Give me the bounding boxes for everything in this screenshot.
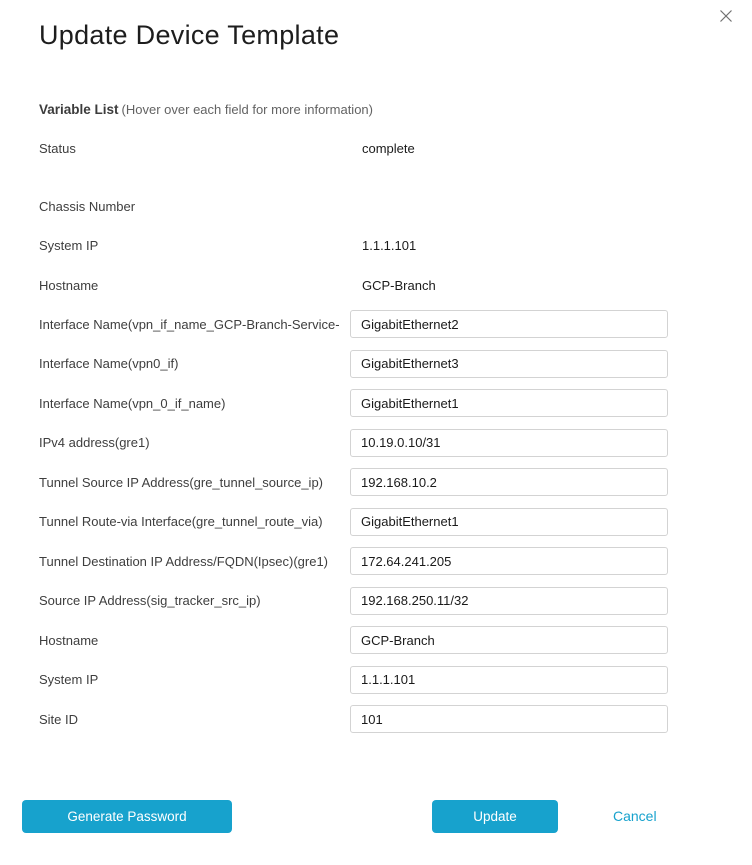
hostname-input[interactable] — [350, 626, 668, 654]
field-label: Source IP Address(sig_tracker_src_ip) — [39, 593, 261, 608]
tunnel-source-ip-input[interactable] — [350, 468, 668, 496]
field-label: Hostname — [39, 277, 99, 293]
field-row-chassis-number — [39, 198, 668, 214]
field-row-system-ip — [39, 237, 668, 253]
system-ip-input[interactable] — [350, 666, 668, 694]
field-label: System IP — [39, 672, 99, 687]
source-ip-address-input[interactable] — [350, 587, 668, 615]
variable-list-form — [39, 102, 668, 745]
field-label: Tunnel Source IP Address(gre_tunnel_source_ip) — [39, 474, 324, 490]
field-row-interface-name-vpn0-if — [39, 350, 668, 378]
variable-list-heading-note: (Hover over each field for more information) — [121, 102, 373, 117]
field-row-interface-name-service-vpn — [39, 310, 668, 338]
field-row-status — [39, 140, 668, 156]
update-button[interactable]: Update — [432, 800, 558, 833]
generate-password-button[interactable]: Generate Password — [22, 800, 232, 833]
field-row-source-ip-address — [39, 587, 668, 615]
tunnel-destination-ip-input[interactable] — [350, 547, 668, 575]
field-row-site-id — [39, 705, 668, 733]
field-row-tunnel-source-ip — [39, 468, 668, 496]
field-label: IPv4 address(gre1) — [39, 435, 150, 450]
field-label: Status — [39, 140, 76, 156]
interface-name-vpn-0-if-name-input[interactable] — [350, 389, 668, 417]
variable-list-heading — [39, 102, 668, 118]
field-label: Interface Name(vpn_0_if_name) — [39, 395, 226, 411]
field-row-hostname-input — [39, 626, 668, 654]
field-label: Interface Name(vpn0_if) — [39, 356, 179, 371]
site-id-input[interactable] — [350, 705, 668, 733]
close-button[interactable] — [714, 4, 738, 28]
interface-name-vpn0-if-input[interactable] — [350, 350, 668, 378]
interface-name-service-vpn-input[interactable] — [350, 310, 668, 338]
close-icon — [719, 9, 733, 23]
field-label: Hostname — [39, 632, 99, 648]
dialog-title: Update Device Template — [39, 20, 340, 50]
ipv4-address-gre1-input[interactable] — [350, 429, 668, 457]
system-ip-value: 1.1.1.101 — [362, 237, 417, 253]
status-value: complete — [362, 140, 415, 156]
tunnel-route-via-interface-input[interactable] — [350, 508, 668, 536]
field-label: System IP — [39, 237, 99, 253]
hostname-value: GCP-Branch — [362, 277, 436, 293]
field-label: Tunnel Route-via Interface(gre_tunnel_route_via) — [39, 514, 323, 529]
field-row-system-ip-input — [39, 666, 668, 694]
field-label: Tunnel Destination IP Address/FQDN(Ipsec)(gre1) — [39, 553, 329, 569]
field-row-interface-name-vpn-0-if-name — [39, 389, 668, 417]
field-label: Chassis Number — [39, 198, 136, 214]
field-row-hostname — [39, 277, 668, 293]
field-label: Site ID — [39, 711, 79, 727]
variable-list-heading-text: Variable List — [39, 102, 119, 117]
field-row-tunnel-route-via-interface — [39, 508, 668, 536]
field-row-ipv4-address-gre1 — [39, 429, 668, 457]
field-row-tunnel-destination-ip — [39, 547, 668, 575]
field-label: Interface Name(vpn_if_name_GCP-Branch-Service- — [39, 316, 340, 332]
cancel-button[interactable]: Cancel — [613, 808, 657, 824]
